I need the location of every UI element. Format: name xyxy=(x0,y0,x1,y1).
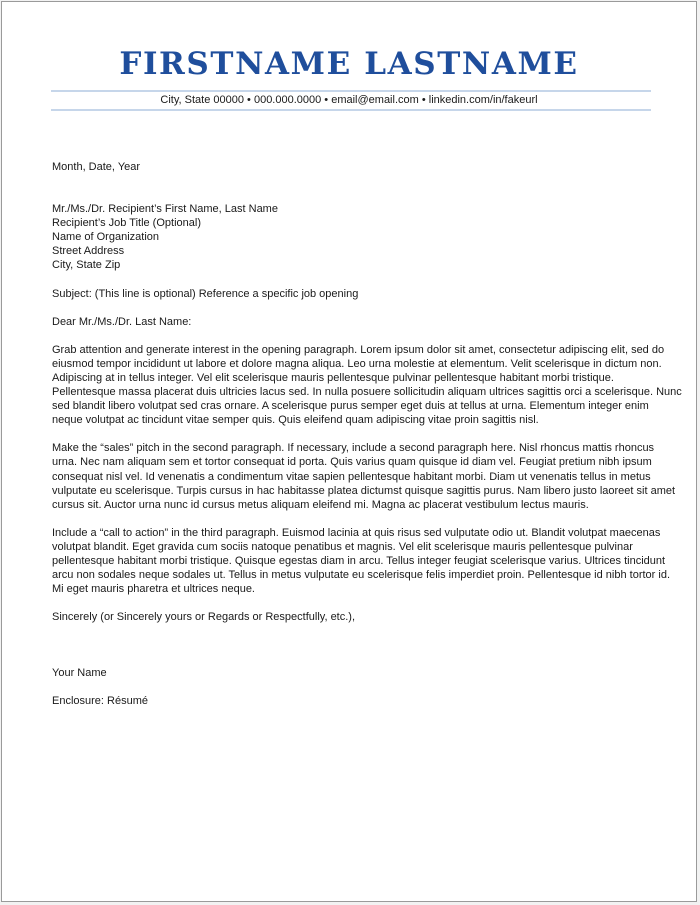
sales-pitch-paragraph xyxy=(52,441,676,511)
letter-date: Month, Date, Year xyxy=(52,161,141,173)
header-rule-top xyxy=(51,90,651,92)
letter-body xyxy=(52,160,682,709)
salutation: Dear Mr./Ms./Dr. Last Name: xyxy=(52,315,192,328)
paragraph-line: Adipiscing at in tellus integer. Vel elit scelerisque mauris pellentesque pulvinar pellentesque habitant morbi tristique. xyxy=(52,371,614,384)
header-rule-bottom xyxy=(51,109,651,111)
subject-line: Subject: (This line is optional) Reference a specific job opening xyxy=(52,287,359,300)
paragraph-line: arcu non sodales neque sodales ut. Tellus in metus vulputate eu scelerisque felis imperdiet proin. Pellentesque id nibh tortor id. xyxy=(52,569,670,582)
paragraph-line: urna. Nec nam aliquam sem et tortor consequat id porta. Quis varius quam quisque id diam vel. Feugiat pretium nibh ipsum xyxy=(52,456,652,469)
paragraph-line: vulputate eu scelerisque. Turpis cursus in hac habitasse platea dictumst quisque sagittis purus. Nam libero justo laoreet sit amet xyxy=(52,484,676,497)
recipient-street: Street Address xyxy=(52,245,125,258)
paragraph-line: eiusmod tempor incididunt ut labore et dolore magna aliqua. Leo urna molestie at elementum. Velit scelerisque in dictum non. xyxy=(52,357,662,370)
recipient-block xyxy=(52,202,652,272)
paragraph-line: Pellentesque massa placerat duis ultricies lacus sed. In nulla posuere sollicitudin aliquam ultrices sagittis orci a scelerisque. Nunc xyxy=(52,386,682,399)
opening-paragraph xyxy=(52,343,682,428)
letter-page xyxy=(1,1,697,902)
signature-name: Your Name xyxy=(52,667,107,680)
paragraph-line: Include a “call to action” in the third paragraph. Euismod lacinia at quis risus sed vulputate odio ut. Blandit volutpat maecenas xyxy=(52,526,661,539)
complimentary-close: Sincerely (or Sincerely yours or Regards or Respectfully, etc.), xyxy=(52,611,356,624)
paragraph-line: pellentesque habitant morbi tristique. Quisque egestas diam in arcu. Tellus integer feugiat scelerisque varius. Ultrices tincidunt xyxy=(52,554,666,567)
paragraph-line: consequat nisl vel. Id venenatis a condimentum vitae sapien pellentesque habitant morbi. Diam ut venenatis tellus in metus xyxy=(52,470,651,483)
applicant-name: FIRSTNAME LASTNAME xyxy=(119,46,579,82)
recipient-job-title: Recipient’s Job Title (Optional) xyxy=(52,217,201,230)
call-to-action-paragraph xyxy=(52,526,670,596)
paragraph-line: Grab attention and generate interest in the opening paragraph. Lorem ipsum dolor sit amet, consectetur adipiscing elit, sed do xyxy=(52,343,665,356)
recipient-name: Mr./Ms./Dr. Recipient’s First Name, Last Name xyxy=(52,203,278,216)
paragraph-line: Make the “sales” pitch in the second paragraph. If necessary, include a second paragraph here. Nisl rhoncus mattis rhoncus xyxy=(52,442,655,455)
paragraph-line: Mi eget mauris pharetra et ultrices neque. xyxy=(52,583,255,596)
recipient-city: City, State Zip xyxy=(52,259,121,272)
paragraph-line: cursus sit. Auctor urna nunc id cursus metus aliquam eleifend mi. Magna ac placerat vestibulum lectus mauris. xyxy=(52,498,589,511)
recipient-organization: Name of Organization xyxy=(52,231,159,244)
paragraph-line: volutpat blandit. Eget gravida cum sociis natoque penatibus et magnis. Vel elit scelerisque mauris pellentesque pulvinar xyxy=(52,540,633,553)
paragraph-line: sed blandit libero volutpat sed cras ornare. A scelerisque purus semper eget duis at tellus at urna. Elementum integer enim xyxy=(52,400,649,413)
paragraph-line: neque volutpat ac tincidunt vitae semper quis. Quis eleifend quam adipiscing vitae proin sagittis nisl. xyxy=(52,414,539,427)
enclosure-line: Enclosure: Résumé xyxy=(52,695,148,708)
contact-line: City, State 00000 • 000.000.0000 • email@email.com • linkedin.com/in/fakeurl xyxy=(160,94,538,106)
